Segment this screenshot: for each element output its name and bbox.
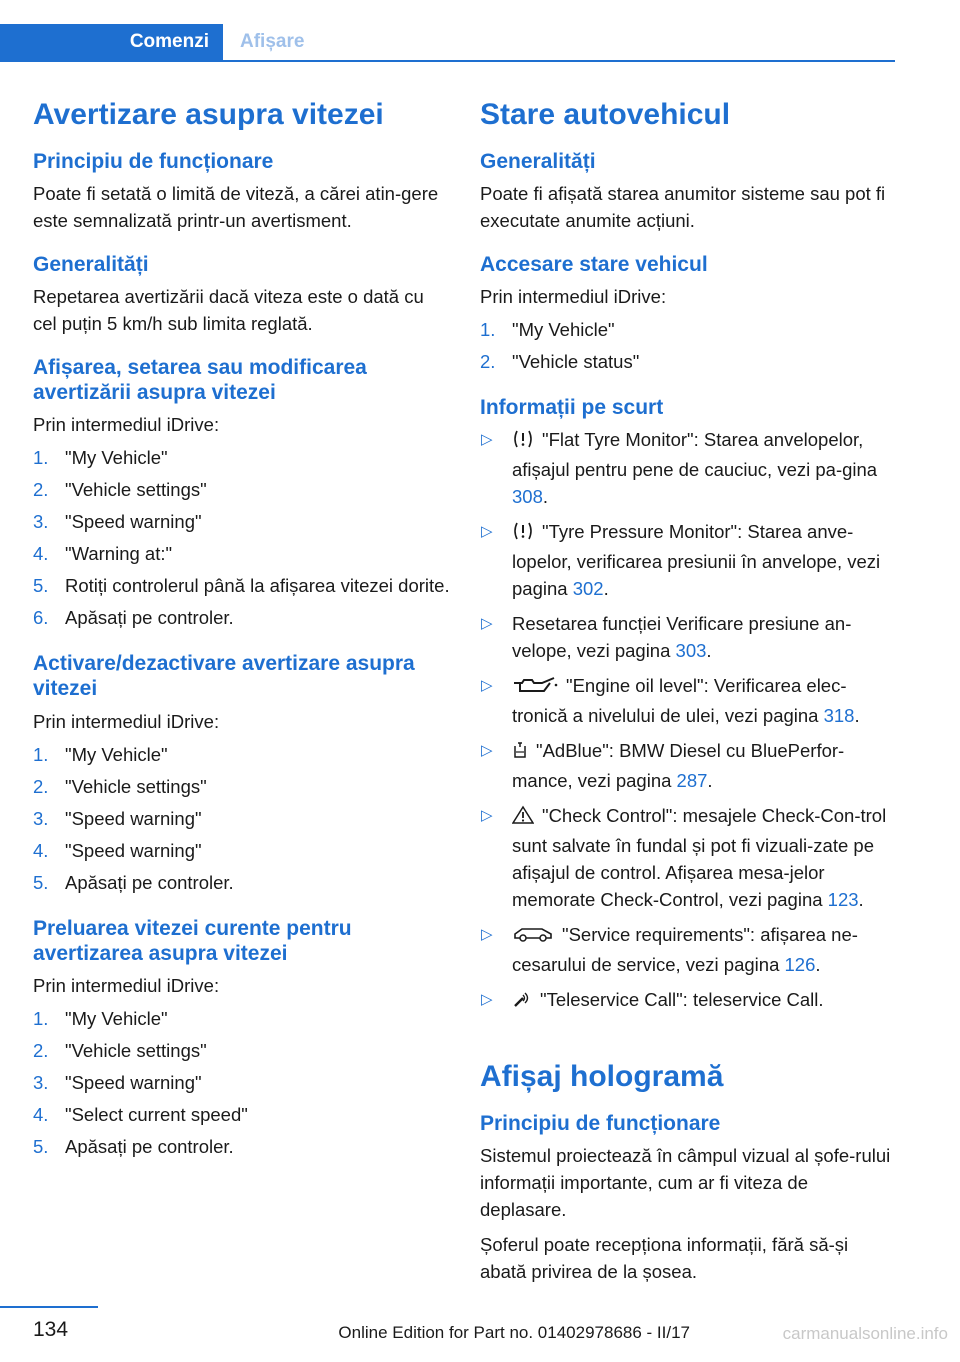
- subheading: Afișarea, setarea sau modificarea avertizării asupra vitezei: [33, 355, 367, 405]
- step-text: Apăsați pe controler.: [65, 871, 234, 893]
- list-item: [33, 604, 451, 631]
- list-item: [33, 1133, 451, 1160]
- item-end: .: [603, 578, 609, 600]
- left-column: [33, 98, 451, 1180]
- list-item: [33, 1037, 451, 1064]
- item-text: "AdBlue": BMW Diesel cu BluePerfor-mance, vezi pagina: [512, 740, 845, 792]
- step-number: 2.: [480, 350, 496, 372]
- list-item: [33, 773, 451, 800]
- subheading: Informații pe scurt: [480, 395, 664, 419]
- tyre-warning-icon: [512, 429, 534, 456]
- subheading: Principiu de funcționare: [480, 1111, 721, 1135]
- section-hologram-principle: [480, 1111, 898, 1285]
- item-text: "Teleservice Call": teleservice Call.: [540, 989, 824, 1011]
- step-text: "Speed warning": [65, 807, 202, 829]
- section-current-speed: [33, 916, 451, 1160]
- step-number: 1.: [33, 1008, 49, 1029]
- page-link[interactable]: 123: [827, 889, 859, 911]
- bullet-triangle-icon: ▷: [481, 991, 493, 1009]
- list-item: [480, 610, 898, 664]
- bullet-triangle-icon: ▷: [481, 926, 493, 944]
- item-text: "Check Control": mesajele Check-Con-trol sunt salvate în fundal și pot fi vizuali-zate pe afișajul de control. Afișarea mesa-jelor memorate Check-Control, vezi pagina: [512, 805, 887, 911]
- paragraph: Repetarea avertizării dacă viteza este o dată cu cel puțin 5 km/h sub limita reglată.: [33, 285, 424, 334]
- wrench-signal-icon: [512, 989, 532, 1016]
- subheading: Generalități: [480, 149, 596, 173]
- list-item: [33, 508, 451, 535]
- section-title-speed-warning: Avertizare asupra vitezei: [33, 98, 384, 131]
- step-number: 5.: [33, 575, 49, 597]
- list-item: [480, 802, 898, 913]
- steps-list: [480, 316, 898, 375]
- tab-afisare[interactable]: Afișare: [240, 31, 305, 52]
- section-activate: [33, 651, 451, 895]
- section-access-status: [480, 252, 898, 375]
- list-item: [480, 737, 898, 794]
- item-end: .: [707, 770, 713, 792]
- subheading: Accesare stare vehicul: [480, 252, 708, 276]
- bullet-triangle-icon: ▷: [481, 615, 493, 633]
- section-principle: [33, 149, 451, 234]
- step-number: 5.: [33, 1136, 49, 1157]
- step-number: 3.: [33, 807, 49, 829]
- item-text: "Engine oil level": Verificarea elec-tronică a nivelului de ulei, vezi pagina: [512, 675, 847, 727]
- list-item: [33, 1101, 451, 1128]
- header-divider: [0, 60, 895, 62]
- step-text: "Vehicle settings": [65, 479, 207, 501]
- step-number: 6.: [33, 607, 49, 629]
- item-text: "Service requirements": afișarea ne-cesarului de service, vezi pagina: [512, 924, 858, 976]
- bullet-triangle-icon: ▷: [481, 431, 493, 449]
- step-number: 2.: [33, 1040, 49, 1061]
- step-text: "Select current speed": [65, 1104, 248, 1125]
- item-text: "Tyre Pressure Monitor": Starea anve-lopelor, verificarea presiunii în anvelope, vezi pagina: [512, 521, 881, 600]
- service-car-icon: [512, 924, 554, 951]
- adblue-icon: [512, 740, 528, 767]
- step-number: 4.: [33, 543, 49, 565]
- section-short-info: [480, 395, 898, 1016]
- paragraph: Prin intermediul iDrive:: [33, 710, 220, 732]
- section-display-setting: [33, 355, 451, 631]
- paragraph: Prin intermediul iDrive:: [33, 414, 220, 436]
- step-number: 3.: [33, 1072, 49, 1093]
- page-number: 134: [33, 1318, 69, 1341]
- paragraph: Prin intermediul iDrive:: [33, 975, 220, 996]
- paragraph: Prin intermediul iDrive:: [480, 285, 667, 307]
- step-number: 4.: [33, 1104, 49, 1125]
- list-item: [480, 921, 898, 978]
- item-text: "Flat Tyre Monitor": Starea anvelopelor, afișajul pentru pene de cauciuc, vezi pa-gina: [512, 429, 878, 481]
- bullet-triangle-icon: ▷: [481, 523, 493, 541]
- list-item: [33, 572, 451, 599]
- steps-list: [33, 1005, 451, 1160]
- step-text: Rotiți controlerul până la afișarea vitezei dorite.: [65, 575, 450, 597]
- step-number: 1.: [480, 318, 496, 340]
- info-list: [480, 426, 898, 1016]
- step-text: Apăsați pe controler.: [65, 607, 234, 629]
- list-item: [33, 1069, 451, 1096]
- list-item: [33, 741, 451, 768]
- step-number: 2.: [33, 479, 49, 501]
- item-end: .: [858, 889, 864, 911]
- step-text: "Speed warning": [65, 511, 202, 533]
- page-link[interactable]: 318: [823, 705, 855, 727]
- item-end: .: [706, 640, 712, 662]
- steps-list: [33, 741, 451, 896]
- item-end: .: [542, 486, 549, 508]
- section-general: [33, 252, 451, 337]
- warning-triangle-icon: [512, 805, 534, 832]
- page-link[interactable]: 287: [676, 770, 708, 792]
- list-item: [33, 805, 451, 832]
- item-text: Resetarea funcției Verificare presiune an-velope, vezi pagina: [512, 613, 852, 662]
- subheading: Preluarea vitezei curente pentru avertizarea asupra vitezei: [33, 916, 352, 965]
- tyre-warning-icon: [512, 521, 534, 548]
- step-number: 4.: [33, 839, 49, 861]
- tab-comenzi[interactable]: Comenzi: [0, 24, 223, 60]
- step-number: 1.: [33, 743, 49, 765]
- page-link[interactable]: 302: [572, 578, 604, 600]
- step-text: "Speed warning": [65, 1072, 202, 1093]
- list-item: [33, 869, 451, 896]
- step-number: 3.: [33, 511, 49, 533]
- step-text: "Speed warning": [65, 839, 202, 861]
- section-general: [480, 149, 898, 234]
- list-item: [33, 540, 451, 567]
- bullet-triangle-icon: ▷: [481, 677, 493, 695]
- edition-note: Online Edition for Part no. 01402978686 - II/17: [338, 1323, 690, 1342]
- list-item: [33, 1005, 451, 1032]
- page-link[interactable]: 303: [675, 640, 707, 662]
- paragraph: Poate fi setată o limită de viteză, a cărei atin-gere este semnalizată printr-un avertisment.: [33, 182, 439, 231]
- step-text: "My Vehicle": [65, 743, 168, 765]
- list-item: [33, 444, 451, 471]
- list-item: [480, 518, 898, 602]
- step-text: "Vehicle settings": [65, 775, 207, 797]
- header-tabs: [0, 24, 895, 62]
- bullet-triangle-icon: ▷: [481, 807, 493, 825]
- step-text: "Warning at:": [65, 543, 173, 565]
- list-item: [33, 476, 451, 503]
- list-item: [33, 837, 451, 864]
- step-text: "Vehicle status": [512, 350, 640, 372]
- steps-list: [33, 444, 451, 631]
- step-text: "My Vehicle": [65, 1008, 168, 1029]
- item-end: .: [815, 954, 821, 976]
- section-title-hologram: Afișaj hologramă: [480, 1060, 724, 1094]
- list-item: [480, 316, 898, 343]
- list-item: [480, 672, 898, 729]
- step-number: 2.: [33, 775, 49, 797]
- paragraph: Poate fi afișată starea anumitor sisteme sau pot fi executate anumite acțiuni.: [480, 182, 886, 231]
- paragraph: Șoferul poate recepționa informații, fără să-și abată privirea de la șosea.: [480, 1233, 849, 1282]
- bullet-triangle-icon: ▷: [481, 742, 493, 760]
- step-text: "My Vehicle": [512, 318, 615, 340]
- subheading: Principiu de funcționare: [33, 149, 274, 173]
- subheading: Activare/dezactivare avertizare asupra vitezei: [33, 652, 415, 701]
- list-item: [480, 426, 898, 510]
- oil-can-icon: [512, 675, 558, 702]
- section-title-vehicle-status: Stare autovehicul: [480, 98, 731, 131]
- footer-divider: [0, 1306, 98, 1308]
- right-column: [480, 98, 898, 1303]
- watermark: carmanualsonline.info: [782, 1324, 948, 1343]
- step-text: "Vehicle settings": [65, 1040, 207, 1061]
- step-text: Apăsați pe controler.: [65, 1136, 234, 1157]
- step-text: "My Vehicle": [65, 447, 168, 469]
- page-link[interactable]: 126: [784, 954, 816, 976]
- subheading: Generalități: [33, 252, 149, 276]
- step-number: 5.: [33, 871, 49, 893]
- list-item: [480, 348, 898, 375]
- list-item: [480, 986, 898, 1016]
- paragraph: Sistemul proiectează în câmpul vizual al șofe-rului informații importante, cum ar fi viteza de deplasare.: [480, 1144, 891, 1220]
- step-number: 1.: [33, 447, 49, 469]
- item-end: .: [854, 705, 860, 727]
- page-link[interactable]: 308: [512, 486, 543, 508]
